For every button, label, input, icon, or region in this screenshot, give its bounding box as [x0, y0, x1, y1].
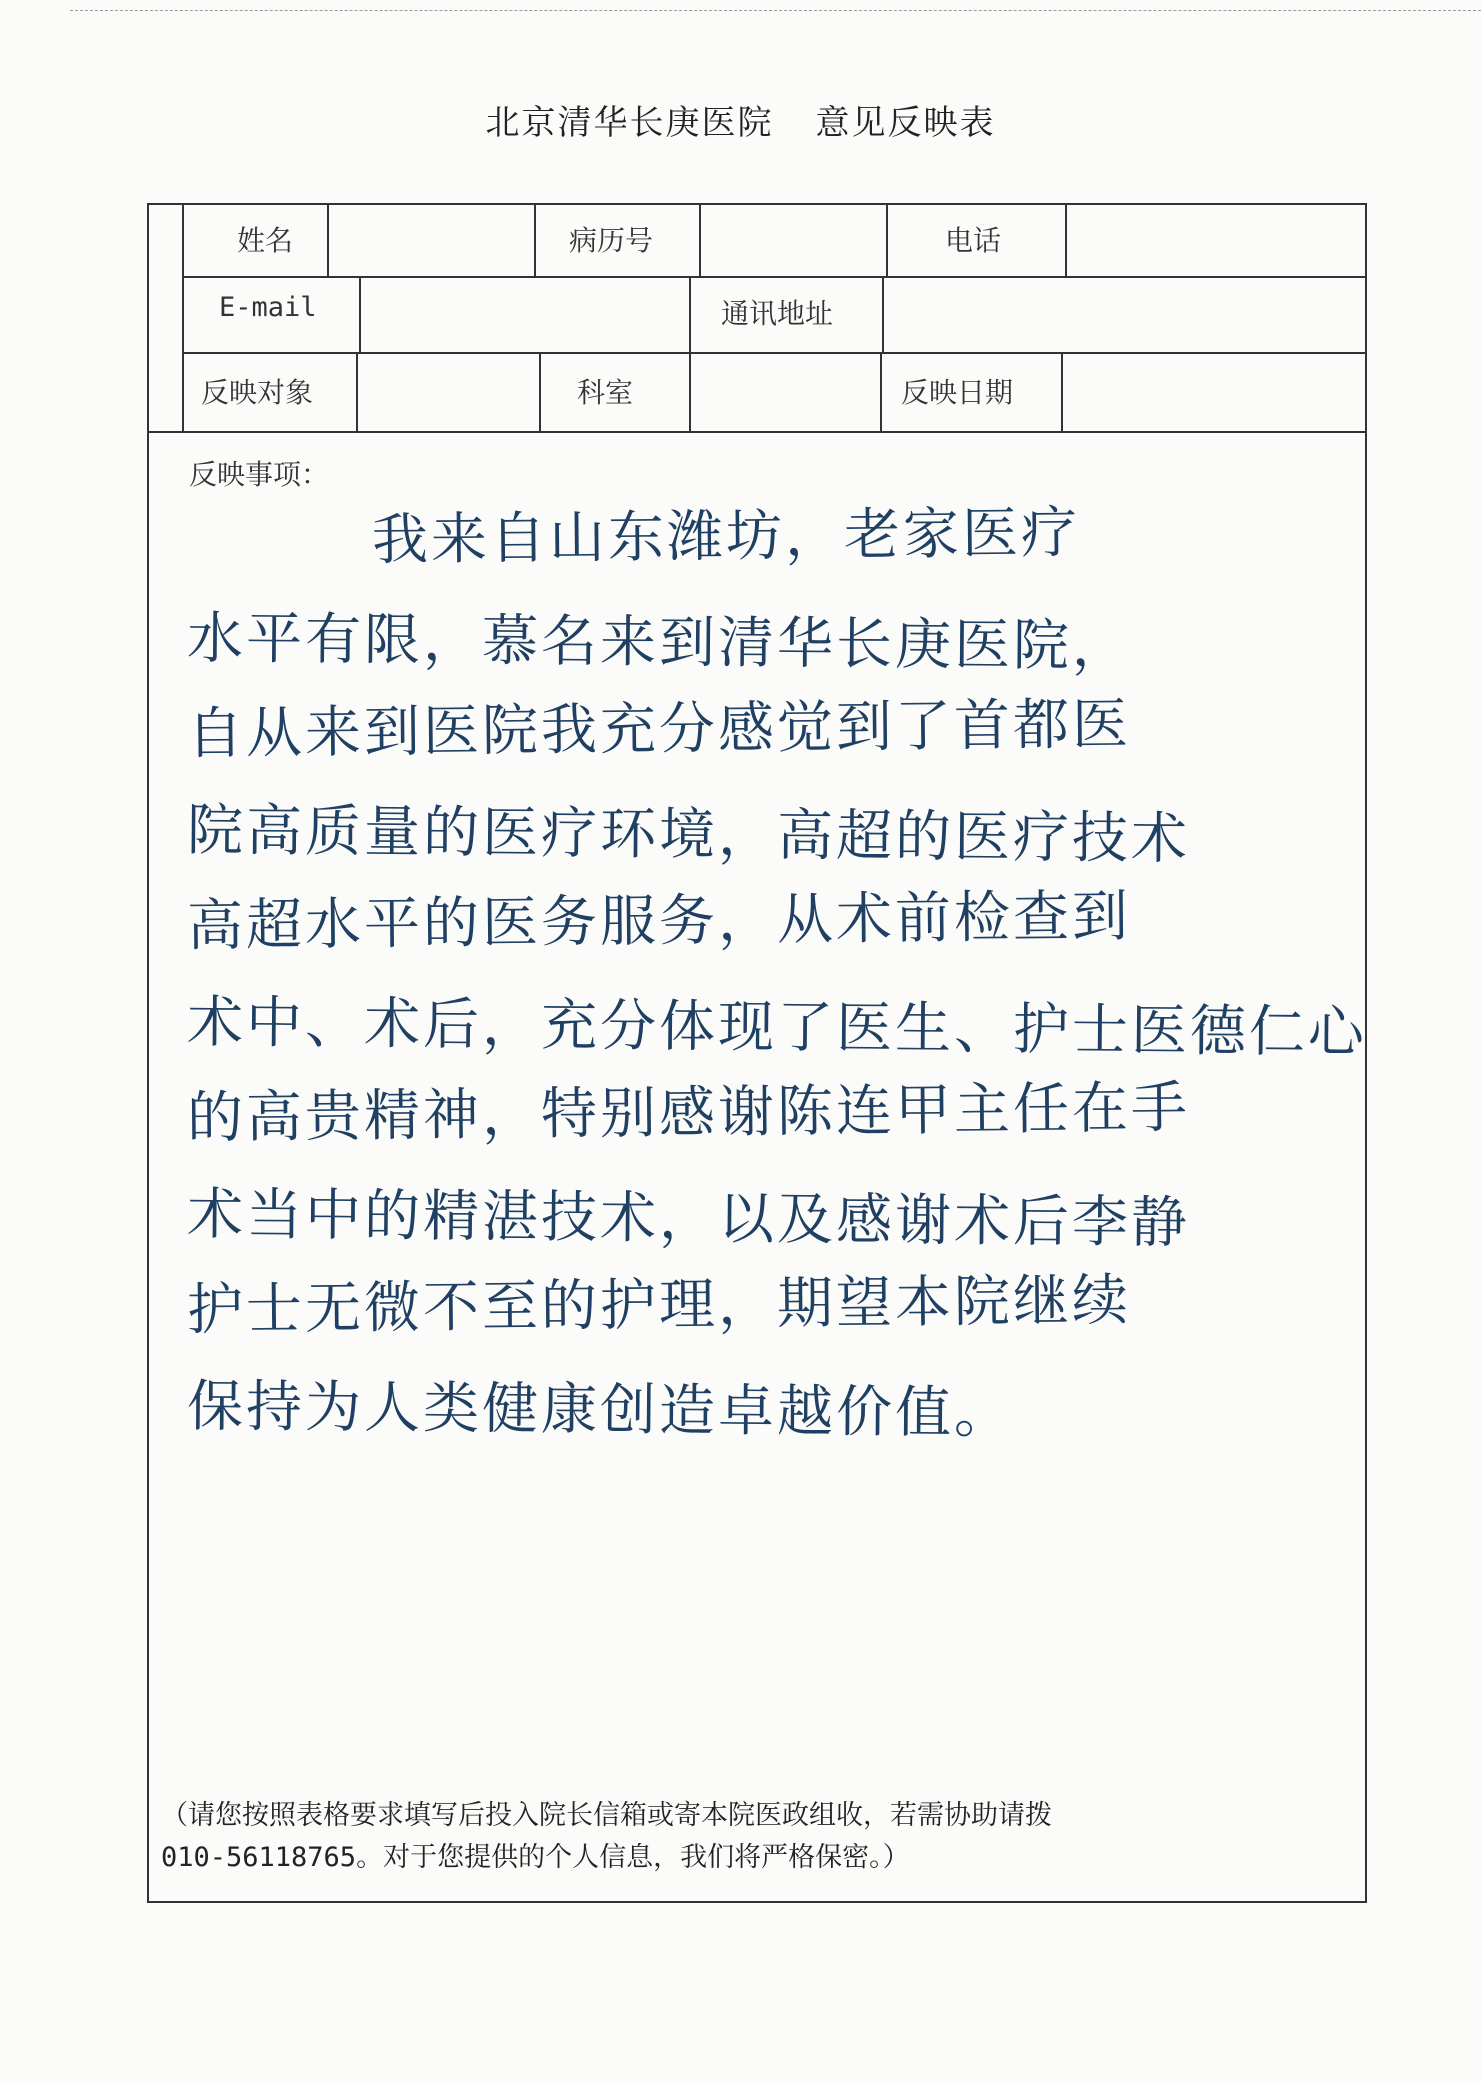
address-field[interactable] [886, 281, 1356, 347]
col-divider [534, 205, 536, 276]
col-divider [886, 205, 888, 276]
feedback-matters-label: 反映事项： [189, 458, 330, 491]
row-divider-1 [184, 276, 1365, 278]
handwritten-line: 高超水平的医务服务，从术前检查到 [186, 884, 1132, 959]
feedback-target-label: 反映对象 [201, 376, 314, 409]
department-field[interactable] [693, 357, 876, 427]
feedback-form [147, 203, 1367, 1903]
col-divider [327, 205, 329, 276]
phone-field[interactable] [1069, 209, 1359, 271]
handwritten-line: 的高贵精神，特别感谢陈连甲主任在手 [186, 1075, 1191, 1151]
left-inner-border [182, 205, 184, 431]
form-footer-note [161, 1795, 1361, 1879]
feedback-target-field[interactable] [360, 357, 535, 427]
handwritten-line: 护士无微不至的护理，期望本院继续 [186, 1268, 1132, 1343]
handwritten-line: 我来自山东潍坊，老家医疗 [371, 500, 1081, 573]
handwritten-line: 保持为人类健康创造卓越价值。 [186, 1374, 1014, 1447]
handwritten-line: 院高质量的医疗环境，高超的医疗技术 [186, 798, 1191, 872]
col-divider [882, 276, 884, 352]
department-label: 科室 [577, 376, 634, 409]
name-field[interactable] [331, 209, 531, 271]
footer-line-2: 010-56118765。对于您提供的个人信息，我们将严格保密。） [161, 1842, 910, 1873]
handwritten-line: 水平有限，慕名来到清华长庚医院， [186, 606, 1132, 680]
hospital-name: 北京清华长庚医院 [485, 103, 774, 143]
email-field[interactable] [363, 281, 683, 347]
row-divider-2 [184, 352, 1365, 354]
name-label: 姓名 [237, 224, 294, 257]
col-divider [689, 352, 691, 431]
handwritten-line: 术当中的精湛技术，以及感谢术后李静 [186, 1182, 1191, 1256]
feedback-date-field[interactable] [1065, 357, 1355, 427]
scan-edge [70, 10, 1481, 11]
record-number-field[interactable] [703, 209, 883, 271]
feedback-date-label: 反映日期 [901, 376, 1014, 409]
col-divider [880, 352, 882, 431]
col-divider [699, 205, 701, 276]
col-divider [539, 352, 541, 431]
col-divider [1061, 352, 1063, 431]
phone-label: 电话 [945, 224, 1002, 257]
col-divider [356, 352, 358, 431]
handwritten-line: 自从来到医院我充分感觉到了首都医 [186, 692, 1132, 767]
col-divider [689, 276, 691, 352]
address-label: 通讯地址 [721, 297, 834, 330]
footer-line-1: （请您按照表格要求填写后投入院长信箱或寄本院医政组收，若需协助请拨 [161, 1800, 1052, 1831]
page-title [0, 95, 1481, 144]
col-divider [1065, 205, 1067, 276]
col-divider [359, 276, 361, 352]
handwritten-line: 术中、术后，充分体现了医生、护士医德仁心 [186, 990, 1368, 1066]
row-divider-3 [149, 431, 1365, 433]
record-number-label: 病历号 [569, 224, 654, 257]
form-name: 意见反映表 [815, 103, 996, 143]
email-label: E-mail [219, 292, 317, 323]
handwritten-feedback[interactable] [177, 495, 1368, 1455]
